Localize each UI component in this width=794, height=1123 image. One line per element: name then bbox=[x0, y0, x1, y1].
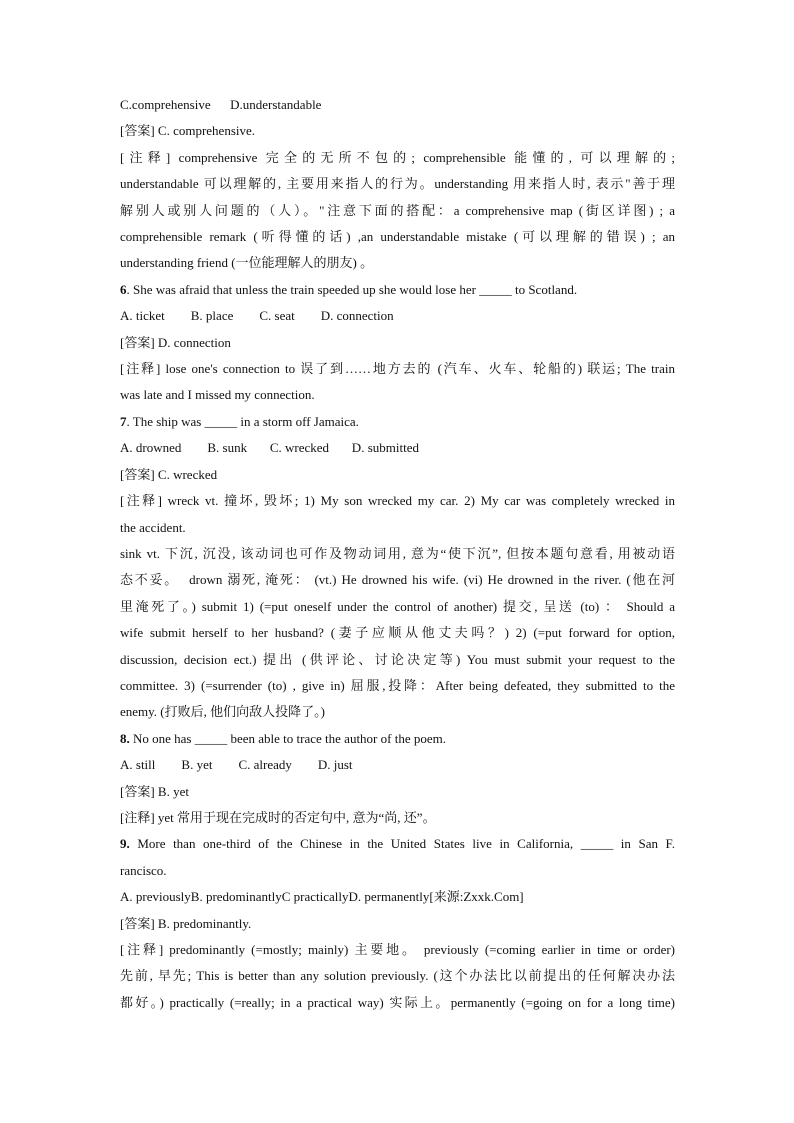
text-run: was late and I missed my connection. bbox=[120, 387, 315, 403]
text-line bbox=[120, 488, 675, 514]
text-run: [注释] wreck vt. 撞坏, 毁坏; 1) My son wrecked my car. 2) My car was completely wrecked in bbox=[120, 493, 675, 509]
text-run: A. still B. yet C. already D. just bbox=[120, 757, 353, 773]
text-line bbox=[120, 594, 675, 620]
text-run: enemy. (打败后, 他们向敌人投降了。) bbox=[120, 704, 325, 720]
text-line bbox=[120, 409, 675, 435]
text-line bbox=[120, 990, 675, 1016]
question-number: 7 bbox=[120, 413, 127, 429]
text-run: [注释] lose one's connection to 误了到……地方去的 (汽车、火车、轮船的) 联运; The train bbox=[120, 361, 675, 377]
text-line bbox=[120, 382, 675, 408]
text-run: 都好。) practically (=really; in a practical way) 实际上。permanently (=going on for a long time) bbox=[120, 994, 675, 1010]
text-run: [答案] B. predominantly. bbox=[120, 915, 252, 931]
text-run bbox=[211, 97, 231, 112]
text-line bbox=[120, 779, 675, 805]
text-run: [注释] comprehensive 完全的无所不包的; comprehensible 能懂的, 可以理解的; bbox=[120, 149, 675, 165]
text-run: rancisco. bbox=[120, 862, 167, 878]
question-number: 8. bbox=[120, 730, 130, 746]
text-run: sink vt. 下沉, 沉没, 该动词也可作及物动词用, 意为“使下沉”, 但按本题句意看, 用被动语 bbox=[120, 545, 675, 561]
text-run: wife submit herself to her husband? (妻子应顺从他丈夫吗？) 2) (=put forward for option, bbox=[120, 625, 675, 641]
text-run: comprehensible remark (听得懂的话) ,an understandable mistake (可以理解的错误) ; an bbox=[120, 229, 675, 245]
text-run: . The ship was _____ in a storm off Jamaica. bbox=[126, 413, 359, 429]
text-line bbox=[120, 462, 675, 488]
text-line bbox=[120, 726, 675, 752]
text-line bbox=[120, 118, 675, 144]
text-line bbox=[120, 937, 675, 963]
text-line bbox=[120, 224, 675, 250]
text-run: understanding friend (一位能理解人的朋友) 。 bbox=[120, 255, 374, 271]
text-line bbox=[120, 752, 675, 778]
text-line bbox=[120, 277, 675, 303]
text-run: C.comprehensive bbox=[120, 97, 211, 112]
text-run: [答案] D. connection bbox=[120, 334, 231, 350]
text-run: No one has _____ been able to trace the author of the poem. bbox=[129, 730, 446, 746]
text-run: understandable 可以理解的, 主要用来指人的行为。understanding 用来指人时, 表示"善于理 bbox=[120, 176, 675, 192]
text-run: discussion, decision ect.) 提出 (供评论、讨论决定等) You must submit your request to the bbox=[120, 651, 675, 667]
text-run: committee. 3) (=surrender (to) , give in) 屈服,投降：After being defeated, they submitted to the bbox=[120, 677, 675, 693]
text-line bbox=[120, 356, 675, 382]
text-line bbox=[120, 198, 675, 224]
text-line bbox=[120, 171, 675, 197]
text-run: 态不妥。 drown 溺死, 淹死： (vt.) He drowned his wife. (vi) He drowned in the river. (他在河 bbox=[120, 572, 675, 588]
text-line bbox=[120, 831, 675, 857]
text-run: [答案] B. yet bbox=[120, 783, 189, 799]
text-run: 解别人或别人问题的（人）。"注意下面的搭配：a comprehensive map (街区详图) ; a bbox=[120, 202, 675, 218]
document-page bbox=[120, 92, 675, 1016]
text-line bbox=[120, 303, 675, 329]
text-run: More than one-third of the Chinese in the United States live in California, _____ in San F. bbox=[129, 836, 675, 852]
text-line bbox=[120, 92, 675, 118]
text-line bbox=[120, 541, 675, 567]
text-run: [答案] C. comprehensive. bbox=[120, 123, 256, 139]
text-line bbox=[120, 435, 675, 461]
text-run: [答案] C. wrecked bbox=[120, 466, 218, 482]
text-run: D.understandable bbox=[230, 97, 322, 112]
text-line bbox=[120, 647, 675, 673]
text-line bbox=[120, 620, 675, 646]
text-line bbox=[120, 699, 675, 725]
question-number: 6 bbox=[120, 281, 127, 297]
text-run: 里淹死了。) submit 1) (=put oneself under the control of another) 提交, 呈送 (to) ： Should a bbox=[120, 598, 675, 614]
text-run: A. ticket B. place C. seat D. connection bbox=[120, 308, 394, 324]
text-line bbox=[120, 858, 675, 884]
text-line bbox=[120, 805, 675, 831]
text-line bbox=[120, 884, 675, 910]
text-run: A. drowned B. sunk C. wrecked D. submitted bbox=[120, 440, 419, 456]
text-line bbox=[120, 515, 675, 541]
text-line bbox=[120, 911, 675, 937]
text-line bbox=[120, 250, 675, 276]
text-line bbox=[120, 145, 675, 171]
text-line bbox=[120, 330, 675, 356]
question-number: 9. bbox=[120, 836, 130, 852]
text-line bbox=[120, 673, 675, 699]
text-run: the accident. bbox=[120, 519, 186, 535]
text-run: . She was afraid that unless the train speeded up she would lose her _____ to Scotland. bbox=[126, 281, 578, 297]
text-run: A. previouslyB. predominantlyC practicallyD. permanently[来源:Zxxk.Com] bbox=[120, 889, 524, 905]
text-run: 先前, 早先; This is better than any solution previously. (这个办法比以前提出的任何解决办法 bbox=[120, 968, 675, 984]
text-run: [注释] yet 常用于现在完成时的否定句中, 意为“尚, 还”。 bbox=[120, 809, 436, 825]
text-run: [注释] predominantly (=mostly; mainly) 主要地。 previously (=coming earlier in time or order) bbox=[120, 942, 675, 957]
text-line bbox=[120, 567, 675, 593]
text-line bbox=[120, 963, 675, 989]
